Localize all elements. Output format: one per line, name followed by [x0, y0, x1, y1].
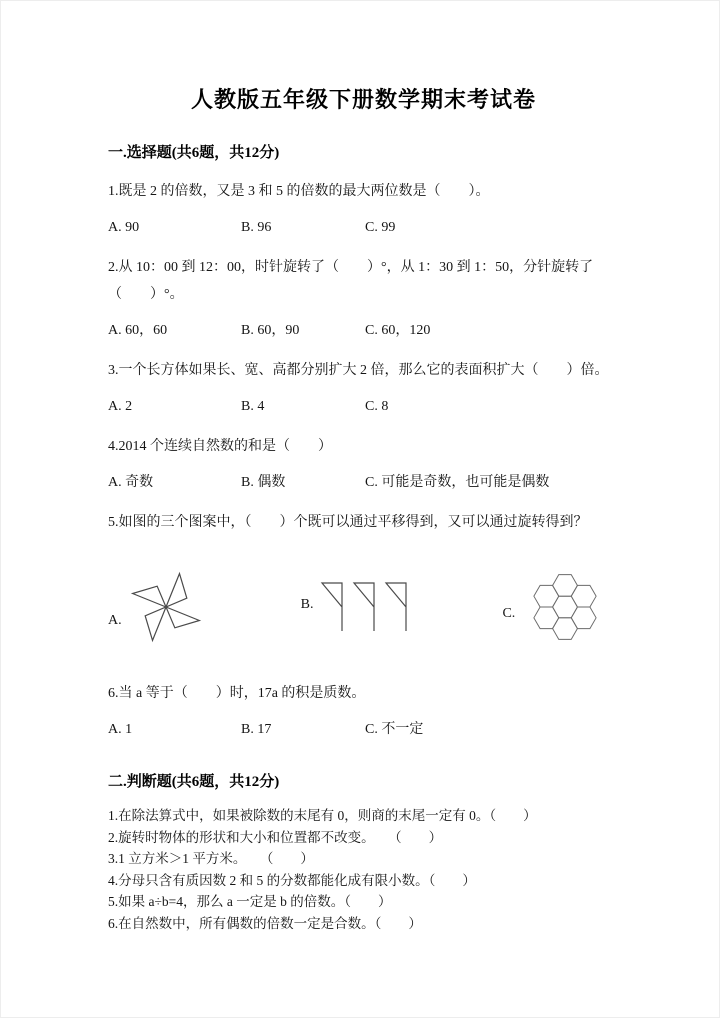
question-3-text: 3.一个长方体如果长、宽、高都分别扩大 2 倍，那么它的表面积扩大（ ）倍。 — [108, 363, 609, 378]
option-c: C. 不一定 — [365, 722, 424, 737]
question-2-options — [108, 321, 619, 341]
option-b: B. 17 — [241, 722, 272, 737]
flags-icon — [318, 579, 410, 635]
question-4 — [108, 433, 619, 493]
option-a: A. 2 — [108, 399, 133, 414]
question-6-text: 6.当 a 等于（ ）时，17a 的积是质数。 — [108, 686, 366, 701]
question-4-options — [108, 473, 619, 493]
option-c: C. 99 — [365, 220, 396, 235]
question-4-text: 4.2014 个连续自然数的和是（ ） — [108, 439, 332, 454]
question-6 — [108, 680, 619, 740]
section-choice-heading: 一.选择题(共6题，共12分) — [108, 145, 280, 161]
figure-b — [301, 579, 411, 635]
option-a: A. 1 — [108, 722, 133, 737]
option-c: C. 60，120 — [365, 323, 431, 338]
question-1-text: 1.既是 2 的倍数，又是 3 和 5 的倍数的最大两位数是（ ）。 — [108, 184, 490, 199]
option-b: B. 60，90 — [241, 323, 300, 338]
option-a: A. 奇数 — [108, 475, 154, 490]
option-c: C. 8 — [365, 399, 389, 414]
pinwheel-icon — [127, 563, 205, 651]
figure-c-label: C. — [502, 606, 516, 621]
judge-item-1: 1.在除法算式中，如果被除数的末尾有 0，则商的末尾一定有 0。（ ） — [108, 808, 537, 823]
hexagons-icon — [520, 570, 610, 644]
judge-item-3: 3.1 立方米＞1 平方米。 （ ） — [108, 851, 314, 866]
judge-item-5: 5.如果 a÷b=4，那么 a 一定是 b 的倍数。（ ） — [108, 894, 392, 909]
page-title: 人教版五年级下册数学期末考试卷 — [190, 87, 536, 112]
option-b: B. 96 — [241, 220, 272, 235]
figure-a — [108, 563, 205, 651]
question-3-options — [108, 397, 619, 417]
question-5-text: 5.如图的三个图案中，（ ）个既可以通过平移得到，又可以通过旋转得到？ — [108, 515, 588, 530]
question-2 — [108, 254, 619, 341]
question-2-text: 2.从 10：00 到 12：00，时针旋转了（ ）°，从 1：30 到 1：50，分针旋转了（ ）°。 — [108, 260, 594, 302]
question-1-options — [108, 218, 619, 238]
judge-list — [108, 805, 619, 934]
judge-item-4: 4.分母只含有质因数 2 和 5 的分数都能化成有限小数。（ ） — [108, 872, 476, 888]
figure-a-label: A. — [108, 613, 122, 628]
option-b: B. 4 — [241, 399, 265, 414]
option-c: C. 可能是奇数，也可能是偶数 — [365, 475, 550, 490]
option-a: A. 90 — [108, 220, 140, 235]
option-b: B. 偶数 — [241, 475, 286, 490]
judge-item-6: 6.在自然数中，所有偶数的倍数一定是合数。（ ） — [108, 915, 422, 931]
section-judge-heading: 二.判断题(共6题，共12分) — [108, 774, 280, 790]
question-1 — [108, 178, 619, 238]
question-6-options — [108, 720, 619, 740]
judge-item-2: 2.旋转时物体的形状和大小和位置都不改变。 （ ） — [108, 829, 443, 845]
option-a: A. 60，60 — [108, 323, 168, 338]
question-5 — [108, 509, 619, 656]
figure-b-label: B. — [300, 597, 314, 612]
question-5-figures — [108, 558, 619, 656]
figure-c — [502, 570, 610, 644]
question-3 — [108, 357, 619, 417]
